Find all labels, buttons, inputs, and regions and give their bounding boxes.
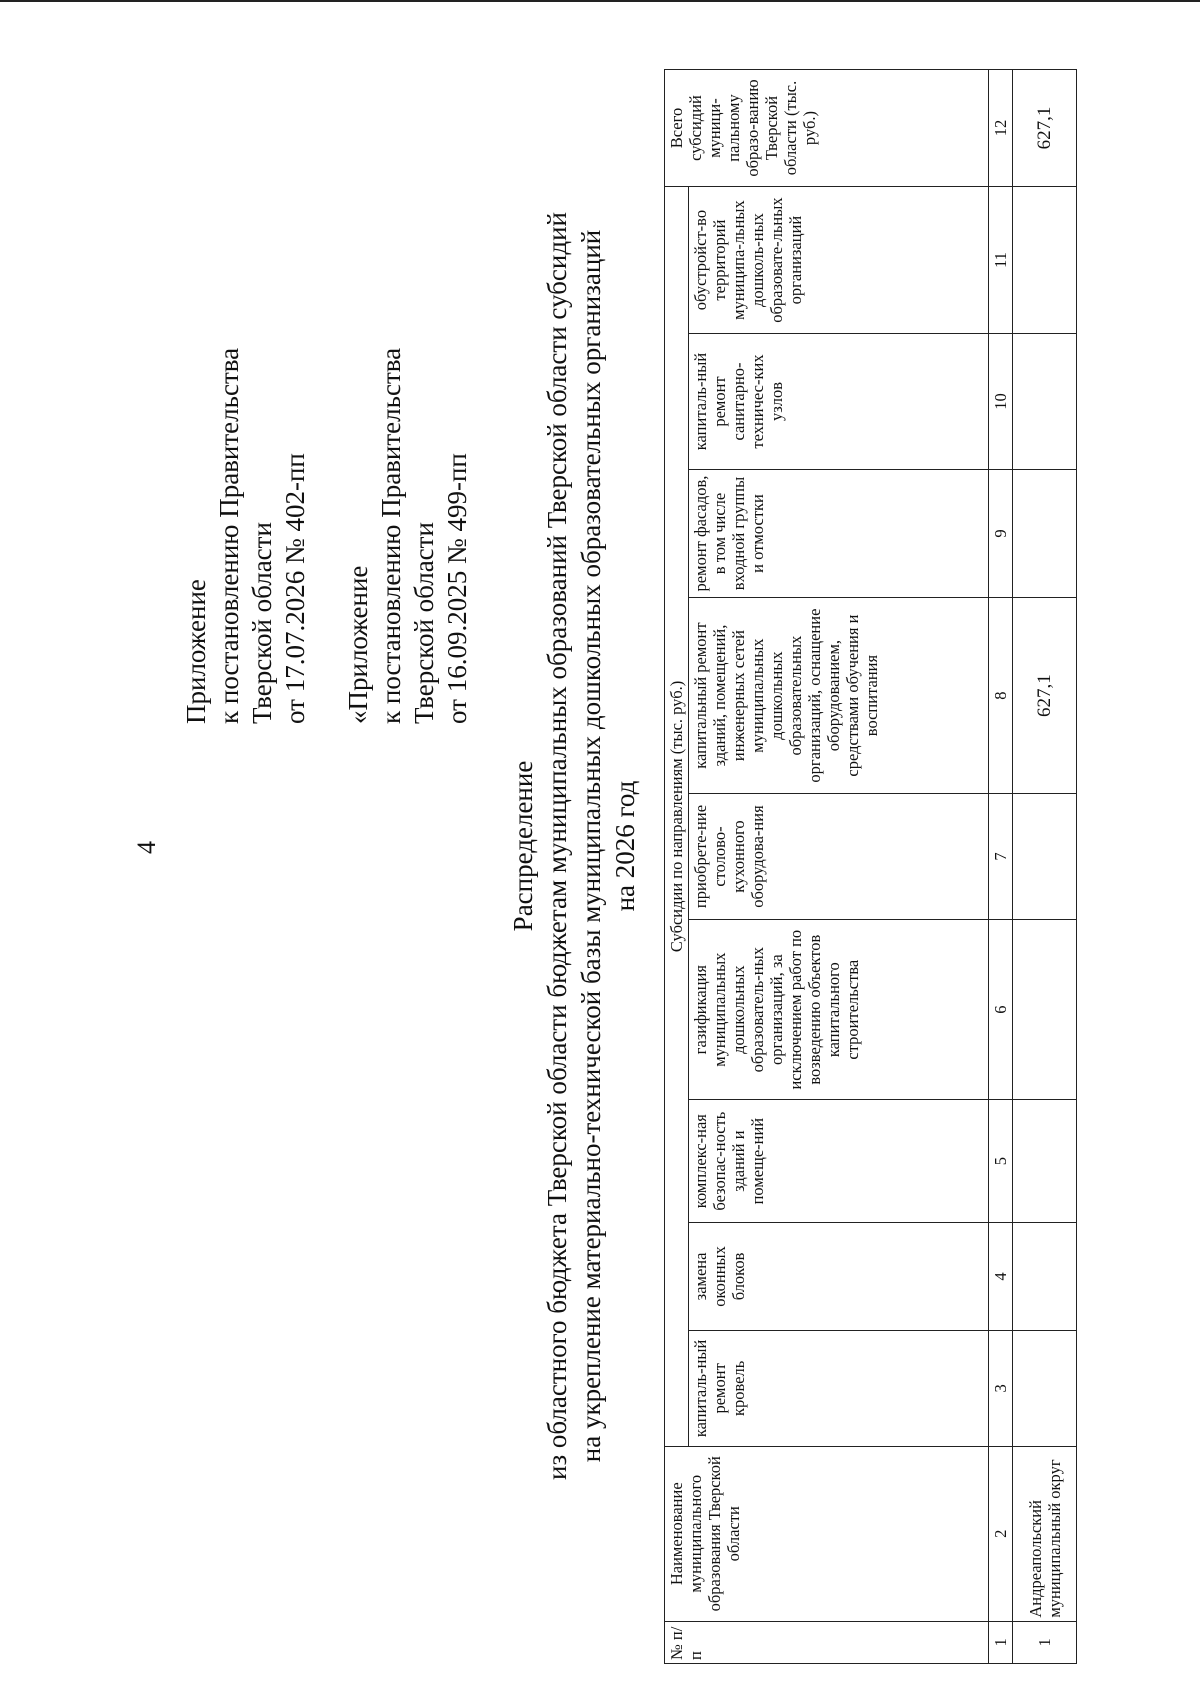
row-value-cell <box>1013 919 1077 1099</box>
column-number: 11 <box>989 187 1013 334</box>
header-sub-column: ремонт фасадов, в том числе входной группы и отмостки <box>689 469 989 597</box>
column-number: 7 <box>989 794 1013 920</box>
column-number-row <box>989 70 1013 1664</box>
approval-block-current <box>180 348 312 724</box>
row-value-cell <box>1013 334 1077 470</box>
column-number: 10 <box>989 334 1013 470</box>
title-line: на укрепление материально-технической базы муниципальных дошкольных образовательных организаций <box>576 229 606 1463</box>
subsidy-distribution-table <box>664 69 1077 1664</box>
header-total: Всего субсидий муници-пальному образо-ванию Тверской области (тыс. руб.) <box>665 70 989 187</box>
row-value-cell <box>1013 1222 1077 1330</box>
approval-line: от 16.09.2025 № 499-пп <box>442 453 472 724</box>
column-number: 2 <box>989 1446 1013 1621</box>
header-sub-column: капитальный ремонт зданий, помещений, инженерных сетей муниципальных дошкольных образовательных организаций, оснащение оборудованием, средствами обучения и воспитания <box>689 598 989 794</box>
approval-line: к постановлению Правительства <box>214 347 244 724</box>
column-number: 12 <box>989 70 1013 187</box>
header-sub-column: приобрете-ние столово-кухонного оборудова-ния <box>689 794 989 920</box>
approval-line: к постановлению Правительства <box>376 347 406 724</box>
row-value-cell: 627,1 <box>1013 598 1077 794</box>
header-sub-column: комплекс-ная безопас-ность зданий и помеще-ний <box>689 1100 989 1223</box>
page-number: 4 <box>132 841 161 854</box>
approval-block-original <box>342 348 474 724</box>
header-sub-column: капиталь-ный ремонт кровель <box>689 1330 989 1446</box>
column-number: 1 <box>989 1621 1013 1663</box>
header-subsidy-directions: Субсидии по направлениям (тыс. руб.) <box>665 187 689 1447</box>
table-row <box>1013 70 1077 1664</box>
header-sub-column: газификация муниципальных дошкольных образователь-ных организаций, за исключением работ по возведению объектов капитального строительства <box>689 919 989 1099</box>
title-heading: Распределение <box>508 760 538 932</box>
header-sub-column: капиталь-ный ремонт санитарно-техничес-ких узлов <box>689 334 989 470</box>
table-subheader-row <box>689 70 989 1664</box>
approval-line: от 17.07.2026 № 402-пп <box>280 453 310 724</box>
row-value-cell <box>1013 469 1077 597</box>
row-value-cell <box>1013 794 1077 920</box>
approval-line: Тверской области <box>247 522 277 724</box>
column-number: 4 <box>989 1222 1013 1330</box>
approval-line: Тверской области <box>409 522 439 724</box>
header-municipality-name: Наименование муниципального образования Тверской области <box>665 1446 989 1621</box>
header-number: № п/п <box>665 1621 989 1663</box>
row-value-cell <box>1013 187 1077 334</box>
approval-line: «Приложение <box>343 565 373 724</box>
header-sub-column: замена оконных блоков <box>689 1222 989 1330</box>
approval-line: Приложение <box>181 579 211 724</box>
table-header-row <box>665 70 689 1664</box>
title-line: из областного бюджета Тверской области бюджетам муниципальных образований Тверской области субсидий <box>542 212 572 1480</box>
column-number: 5 <box>989 1100 1013 1223</box>
row-value-cell <box>1013 1330 1077 1446</box>
column-number: 8 <box>989 598 1013 794</box>
column-number: 9 <box>989 469 1013 597</box>
header-sub-column: обустройст-во территорий муниципа-льных дошколь-ных образовате-льных организаций <box>689 187 989 334</box>
row-total-cell: 627,1 <box>1013 70 1077 187</box>
row-municipality-name: Андреапольский муниципальный округ <box>1013 1446 1077 1621</box>
row-number: 1 <box>1013 1621 1077 1663</box>
column-number: 6 <box>989 919 1013 1099</box>
column-number: 3 <box>989 1330 1013 1446</box>
title-line: на 2026 год <box>610 780 640 912</box>
document-title <box>506 0 642 1692</box>
row-value-cell <box>1013 1100 1077 1223</box>
